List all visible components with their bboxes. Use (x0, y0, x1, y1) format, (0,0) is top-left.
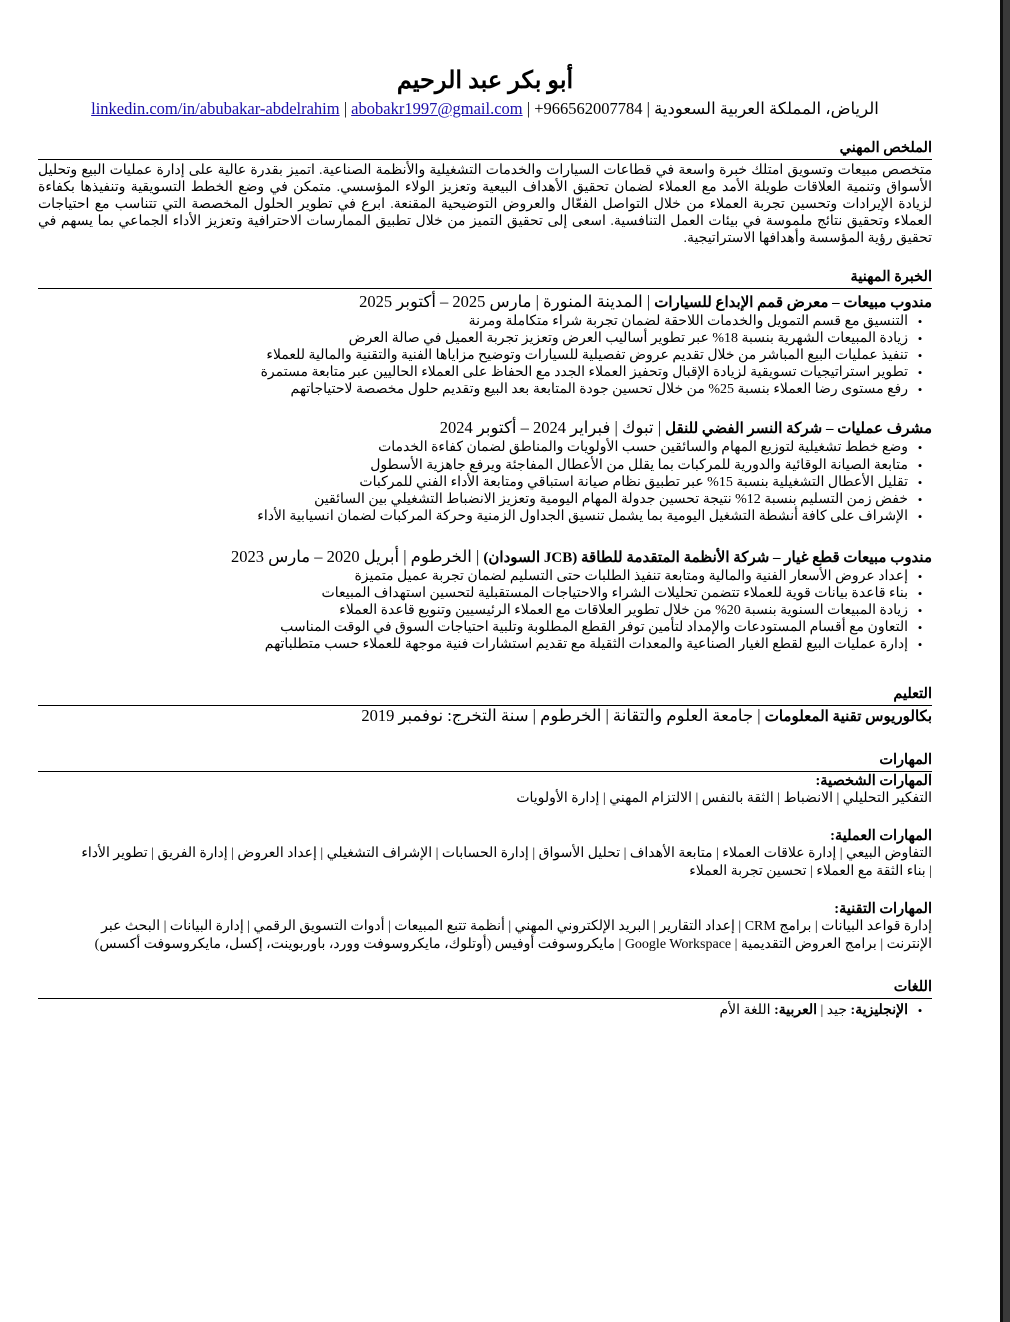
job-entry (38, 418, 932, 524)
english-label: الإنجليزية: (850, 1003, 908, 1019)
job-entry (38, 547, 932, 653)
skills-practical-title: المهارات العملية: (830, 828, 932, 845)
list-item: • رفع مستوى رضا العملاء بنسبة 25% من خلال تحسين جودة المتابعة بعد البيع وتقديم حلول مخصصة لاحتياجاتهم (38, 381, 908, 398)
job-role: مندوب مبيعات – معرض قمم الإبداع للسيارات (654, 295, 932, 311)
candidate-name: أبو بكر عبد الرحيم (396, 68, 574, 94)
summary-text: متخصص مبيعات وتسويق امتلك خبرة واسعة في قطاعات السيارات والخدمات التشغيلية والأنظمة الصناعية. اتميز بقدرة عالية على إدارة عمليات البيع وتحليل الأسواق وتنمية العلاقات طويلة الأمد مع العملاء لضمان تحقيق الأهداف البيعية وتعزيز الولاء المؤسسي. متمكن في وضع الخطط التسويقية وتنفيذها بكفاءة لزيادة الإيرادات وتحسين تجربة العملاء من خلال التواصل الفعّال والعروض التوضيحية المقنعة. ابرع في تطوير الحلول المخصصة التي تتناسب مع احتياجات العملاء وتحقيق نتائج ملموسة في بيئات العمل التنافسية. اسعى إلى تحقيق التميز من خلال تطبيق الممارسات الاحترافية وتعزيز الأداء الجماعي بما يسهم في تحقيق رؤية المؤسسة وأهدافها الاستراتيجية. (38, 163, 932, 246)
skills-technical-line: إدارة قواعد البيانات | برامج CRM | إعداد التقارير | البريد الإلكتروني المهني | أنظمة تتبع المبيعات | أدوات التسويق الرقمي | إدارة البيانات | البحث عبر (101, 919, 932, 935)
list-item: • إدارة عمليات البيع لقطع الغيار الصناعية والمعدات الثقيلة مع تقديم استشارات فنية موجهة للعملاء حسب متطلباتهم (38, 636, 908, 653)
job-bullets (38, 313, 932, 398)
phone: +966562007784 (534, 99, 643, 118)
job-details: | الخرطوم | أبريل 2020 – مارس 2023 (230, 546, 484, 566)
linkedin-link[interactable]: linkedin.com/in/abubakar-abdelrahim (91, 99, 340, 118)
section-title-experience: الخبرة المهنية (38, 268, 932, 289)
list-item: • وضع خطط تشغيلية لتوزيع المهام والسائقين حسب الأولويات والمناطق لضمان كفاءة الخدمات (38, 439, 908, 456)
resume-content (38, 66, 932, 1020)
list-item (38, 1002, 908, 1019)
list-item: • التعاون مع أقسام المستودعات والإمداد لتأمين توفر القطع المطلوبة وتلبية احتياجات السوق في الوقت المناسب (38, 619, 908, 636)
contact-line: الرياض، المملكة العربية السعودية | +966562007784 | abobakr1997@gmail.com | linkedin.com/in/abubakar-abdelrahim (91, 99, 879, 118)
skills-practical-line: | بناء الثقة مع العملاء | تحسين تجربة العملاء (689, 864, 932, 880)
list-item: • تقليل الأعطال التشغيلية بنسبة 15% عبر تطبيق نظام صيانة استباقي ومتابعة الأداء الفني للمركبات (38, 474, 908, 491)
section-title-education: التعليم (38, 685, 932, 706)
list-item: • التنسيق مع قسم التمويل والخدمات اللاحقة لضمان تجربة شراء متكاملة ومرنة (38, 313, 908, 330)
english-level: جيد | (817, 1003, 851, 1019)
job-title (38, 547, 932, 568)
skills-personal-title: المهارات الشخصية: (815, 773, 932, 790)
arabic-level: اللغة الأم (719, 1003, 775, 1019)
job-role: مشرف عمليات – شركة النسر الفضي للنقل (665, 421, 932, 438)
list-item: • إعداد عروض الأسعار الفنية والمالية ومتابعة تنفيذ الطلبات حتى التسليم لضمان تجربة عميل متميزة (38, 568, 908, 585)
list-item: • تطوير استراتيجيات تسويقية لزيادة الإقبال وتحفيز العملاء الجدد مع الحفاظ على العملاء الحاليين عبر متابعة مستمرة (38, 364, 908, 381)
list-item: • بناء قاعدة بيانات قوية للعملاء تتضمن تحليلات الشراء والاحتياجات المستقبلية لتحسين استهداف المبيعات (38, 585, 908, 602)
arabic-label: العربية: (774, 1003, 817, 1019)
list-item: • خفض زمن التسليم بنسبة 12% نتيجة تحسين جدولة المهام اليومية وتعزيز الانضباط التشغيلي بين السائقين (38, 491, 908, 508)
job-details: | تبوك | فبراير 2024 – أكتوبر 2024 (439, 418, 666, 438)
job-role: مندوب مبيعات قطع غيار – شركة الأنظمة المتقدمة للطاقة (JCB السودان) (483, 549, 932, 566)
job-bullets (38, 568, 932, 653)
section-title-languages: اللغات (38, 978, 932, 999)
list-item: • زيادة المبيعات السنوية بنسبة 20% من خلال تطوير العلاقات مع العملاء الرئيسيين وتنويع قاعدة العملاء (38, 602, 908, 619)
job-entry (38, 292, 932, 398)
list-item: • متابعة الصيانة الوقائية والدورية للمركبات بما يقلل من الأعطال المفاجئة ويرفع جاهزية الأسطول (38, 457, 908, 474)
education-entry (38, 706, 932, 727)
job-details: | المدينة المنورة | مارس 2025 – أكتوبر 2025 (359, 292, 655, 311)
list-item: • الإشراف على كافة أنشطة التشغيل اليومية بما يشمل تنسيق الجداول الزمنية وحركة المركبات لضمان انسيابية الأداء (38, 508, 908, 525)
location: الرياض، المملكة العربية السعودية (654, 99, 879, 118)
skills-technical-title: المهارات التقنية: (834, 901, 932, 918)
job-title (38, 418, 932, 439)
skills-personal: التفكير التحليلي | الانضباط | الثقة بالنفس | الالتزام المهني | إدارة الأولويات (516, 791, 932, 807)
skills-technical-line: الإنترنت | برامج العروض التقديمية | Google Workspace | مايكروسوفت أوفيس (أوتلوك، مايكروسوفت وورد، باوربوينت، إكسل، مايكروسوفت أكسس) (94, 937, 932, 953)
skills-practical-line: التفاوض البيعي | إدارة علاقات العملاء | متابعة الأهداف | تحليل الأسواق | إدارة الحسابات | الإشراف التشغيلي | إعداد العروض | إدارة الفريق | تطوير الأداء (81, 846, 932, 862)
education-details: | جامعة العلوم والتقانة | الخرطوم | سنة التخرج: نوفمبر 2019 (361, 706, 765, 726)
list-item: • تنفيذ عمليات البيع المباشر من خلال تقديم عروض تفصيلية للسيارات وتوضيح مزاياها الفنية والتقنية والمالية للعملاء (38, 347, 908, 364)
degree: بكالوريوس تقنية المعلومات (764, 709, 932, 726)
section-title-summary: الملخص المهني (38, 139, 932, 160)
list-item: • زيادة المبيعات الشهرية بنسبة 18% عبر تطوير أساليب العرض وتعزيز تجربة العميل في صالة العرض (38, 330, 908, 347)
section-title-skills: المهارات (38, 751, 932, 772)
job-title (38, 292, 932, 313)
languages-list (38, 1002, 932, 1019)
job-bullets (38, 439, 932, 524)
email-link[interactable]: abobakr1997@gmail.com (351, 99, 523, 118)
